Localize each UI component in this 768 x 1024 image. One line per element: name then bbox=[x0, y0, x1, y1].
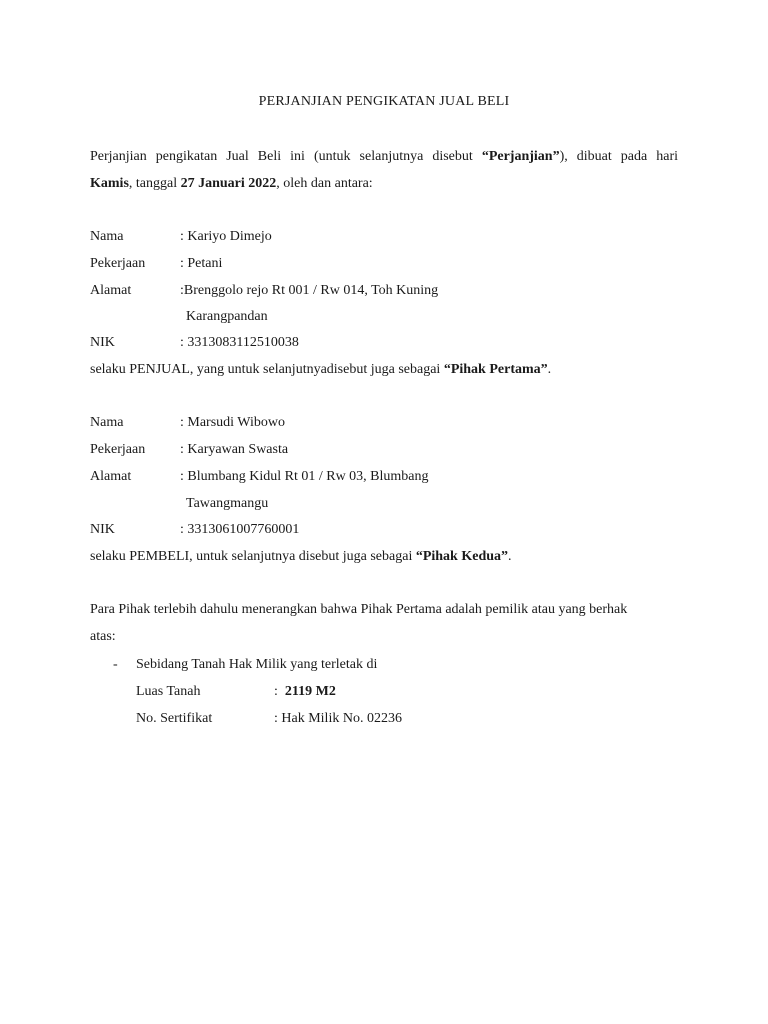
party1-pekerjaan-label: Pekerjaan bbox=[90, 256, 146, 271]
party1-nama-value: : Kariyo Dimejo bbox=[180, 229, 272, 244]
party2-alamat-value-1: : Blumbang Kidul Rt 01 / Rw 03, Blumbang bbox=[180, 469, 429, 484]
party2-nik-label: NIK bbox=[90, 522, 115, 537]
party2-alamat-value-2: Tawangmangu bbox=[186, 496, 269, 511]
party2-role-end: . bbox=[508, 549, 512, 564]
party2-alamat-label: Alamat bbox=[90, 469, 132, 484]
luas-amount: 2119 M2 bbox=[284, 684, 336, 699]
item-description: Sebidang Tanah Hak Milik yang terletak di bbox=[136, 657, 378, 672]
party1-nama-label: Nama bbox=[90, 229, 124, 244]
party2-role-term: “Pihak Kedua” bbox=[415, 549, 509, 564]
party1-nik-value: : 3313083112510038 bbox=[180, 335, 299, 350]
party2-nik-value: : 3313061007760001 bbox=[180, 522, 300, 537]
party1-role bbox=[90, 360, 551, 380]
intro-line-2 bbox=[90, 174, 373, 194]
sertifikat-value: : Hak Milik No. 02236 bbox=[274, 711, 402, 726]
sertifikat-label: No. Sertifikat bbox=[136, 711, 213, 726]
party2-role-text: selaku PEMBELI, untuk selanjutnya disebut juga sebagai bbox=[90, 549, 416, 564]
party1-alamat-value-1: :Brenggolo rejo Rt 001 / Rw 014, Toh Kuning bbox=[180, 283, 439, 298]
para-line-2: atas: bbox=[90, 629, 116, 644]
document-title: PERJANJIAN PENGIKATAN JUAL BELI bbox=[258, 94, 510, 109]
party1-role-text: selaku PENJUAL, yang untuk selanjutnyadisebut juga sebagai bbox=[90, 362, 444, 377]
party1-pekerjaan-value: : Petani bbox=[180, 256, 223, 271]
party2-role bbox=[90, 547, 512, 567]
list-bullet: - bbox=[113, 657, 118, 672]
intro-line-1 bbox=[90, 147, 678, 167]
party2-nama-value: : Marsudi Wibowo bbox=[180, 415, 285, 430]
party1-role-end: . bbox=[547, 362, 552, 377]
intro-text: ), dibuat pada hari bbox=[559, 149, 679, 164]
intro-text: Perjanjian pengikatan Jual Beli ini (untuk selanjutnya disebut bbox=[90, 149, 482, 164]
party1-alamat-value-2: Karangpandan bbox=[186, 309, 268, 324]
luas-tanah-label: Luas Tanah bbox=[136, 684, 201, 699]
date-value: 27 Januari 2022 bbox=[180, 176, 277, 191]
day-value: Kamis bbox=[90, 176, 129, 191]
party1-role-term: “Pihak Pertama” bbox=[443, 362, 548, 377]
party2-pekerjaan-label: Pekerjaan bbox=[90, 442, 146, 457]
luas-colon: : bbox=[274, 684, 278, 699]
intro-text: , tanggal bbox=[128, 176, 181, 191]
intro-text: , oleh dan antara: bbox=[276, 176, 373, 191]
perjanjian-term: “Perjanjian” bbox=[481, 149, 560, 164]
party1-alamat-label: Alamat bbox=[90, 283, 132, 298]
luas-tanah-value bbox=[274, 682, 336, 702]
party2-nama-label: Nama bbox=[90, 415, 124, 430]
party1-nik-label: NIK bbox=[90, 335, 115, 350]
party2-pekerjaan-value: : Karyawan Swasta bbox=[180, 442, 289, 457]
para-line-1: Para Pihak terlebih dahulu menerangkan bahwa Pihak Pertama adalah pemilik atau yang berhak bbox=[90, 602, 628, 617]
